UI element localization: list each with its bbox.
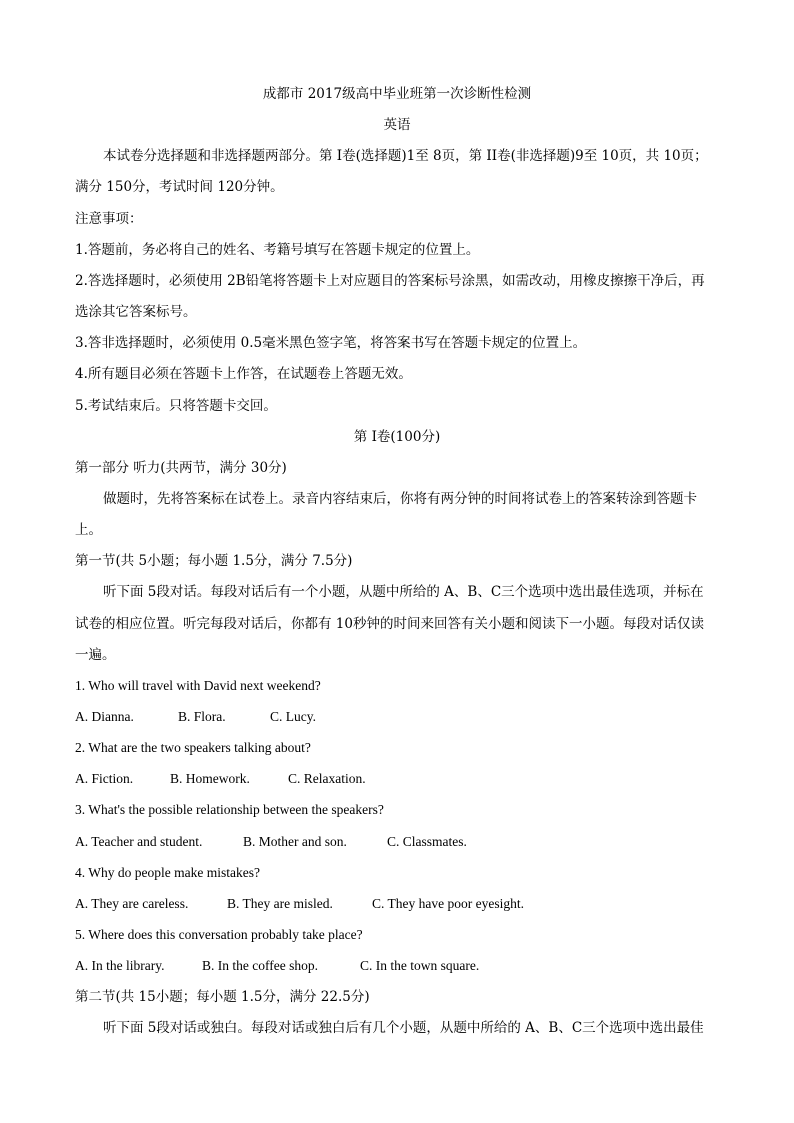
question-stem: 3. What's the possible relationship between the speakers? [75,802,384,817]
section-heading: 第二节(共 15小题；每小题 1.5分，满分 22.5分) [75,989,370,1005]
part-heading: 第一部分 听力(共两节，满分 30分) [75,460,287,476]
option-c: C. They have poor eyesight. [372,896,524,911]
option-b: B. Mother and son. [243,834,347,849]
question-stem: 1. Who will travel with David next weekend? [75,678,321,693]
question-stem: 4. Why do people make mistakes? [75,865,260,880]
option-a: A. Dianna. [75,709,134,724]
option-a: A. In the library. [75,958,165,973]
question-options [75,707,727,727]
section-instruction: 听下面 5段对话或独白。每段对话或独白后有几个小题，从题中所给的 A、B、C三个选项中选出最佳 [103,1020,704,1036]
note-item: 选涂其它答案标号。 [75,304,197,320]
part-instruction: 做题时，先将答案标在试卷上。录音内容结束后，你将有两分钟的时间将试卷上的答案转涂到答题卡 [103,491,697,507]
option-b: B. Homework. [170,771,250,786]
option-b: B. They are misled. [227,896,333,911]
exam-title: 成都市 2017级高中毕业班第一次诊断性检测 [262,86,532,102]
section-instruction: 一遍。 [75,647,116,663]
note-item: 5.考试结束后。只将答题卡交回。 [75,398,277,414]
note-item: 1.答题前，务必将自己的姓名、考籍号填写在答题卡规定的位置上。 [75,242,480,258]
section-instruction: 试卷的相应位置。听完每段对话后，你都有 10秒钟的时间来回答有关小题和阅读下一小题。每段对话仅读 [75,616,704,632]
option-c: C. Relaxation. [288,771,366,786]
option-a: A. Fiction. [75,771,134,786]
intro-line: 本试卷分选择题和非选择题两部分。第 I卷(选择题)1至 8页，第 II卷(非选择题)9至 10页，共 10页； [103,148,708,164]
option-b: B. Flora. [178,709,226,724]
question-options [75,832,727,852]
intro-line: 满分 150分，考试时间 120分钟。 [75,179,284,195]
option-c: C. Classmates. [387,834,467,849]
subject-title: 英语 [383,117,411,133]
question-stem: 2. What are the two speakers talking about? [75,740,311,755]
section-heading: 第一节(共 5小题；每小题 1.5分，满分 7.5分) [75,553,353,569]
volume-title: 第 I卷(100分) [353,429,441,445]
part-instruction: 上。 [75,522,102,538]
option-a: A. They are careless. [75,896,189,911]
option-b: B. In the coffee shop. [202,958,318,973]
option-c: C. Lucy. [270,709,316,724]
section-instruction: 听下面 5段对话。每段对话后有一个小题，从题中所给的 A、B、C三个选项中选出最佳选项，并标在 [103,584,704,600]
note-item: 3.答非选择题时，必须使用 0.5毫米黑色签字笔，将答案书写在答题卡规定的位置上。 [75,335,587,351]
note-item: 4.所有题目必须在答题卡上作答，在试题卷上答题无效。 [75,366,412,382]
question-options [75,769,727,789]
question-options [75,956,727,976]
notes-heading: 注意事项： [75,211,143,227]
question-stem: 5. Where does this conversation probably take place? [75,927,363,942]
option-a: A. Teacher and student. [75,834,203,849]
option-c: C. In the town square. [360,958,480,973]
question-options [75,894,727,914]
note-item: 2.答选择题时，必须使用 2B铅笔将答题卡上对应题目的答案标号涂黑，如需改动，用橡皮擦擦干净后，再 [75,273,705,289]
